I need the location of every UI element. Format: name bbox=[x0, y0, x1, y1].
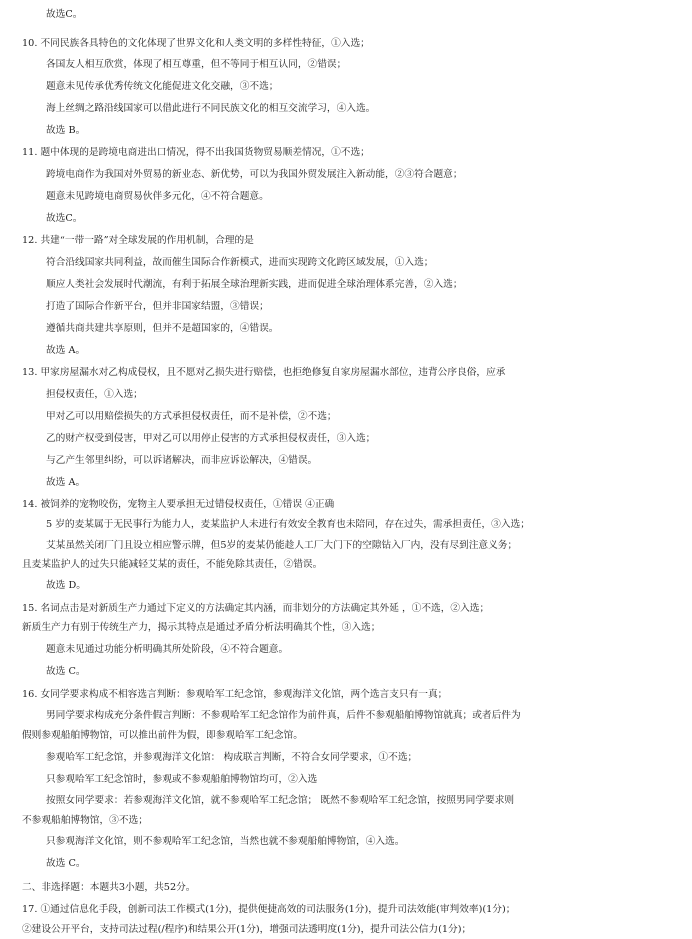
answer-line: 故选C。 bbox=[46, 213, 83, 224]
section-heading: 二、非选择题：本题共3小题，共52分。 bbox=[22, 882, 196, 893]
text-line: 与乙产生邻里纠纷，可以诉诸解决，而非应诉讼解决，④错误。 bbox=[46, 455, 318, 466]
text-line: 假则参观船舶博物馆，可以推出前件为假，即参观哈军工纪念馆。 bbox=[22, 730, 303, 741]
text-line: 艾某虽然关闭厂门且设立相应警示牌，但5岁的麦某仍能趁人工厂大门下的空隙钻入厂内，没有尽到注意义务； bbox=[46, 540, 518, 551]
answer-line: 故选 C。 bbox=[46, 666, 86, 677]
text-line: 遵循共商共建共享原则，但并不是超国家的，④错误。 bbox=[46, 323, 279, 334]
text-line: 且麦某监护人的过失只能减轻艾某的责任，不能免除其责任，②错误。 bbox=[22, 559, 323, 570]
text-line: 题意未见跨境电商贸易伙伴多元化，④不符合题意。 bbox=[46, 191, 269, 202]
text-line: 参观哈军工纪念馆，并参观海洋文化馆： 构成联言判断，不符合女同学要求，①不选； bbox=[46, 752, 418, 763]
question-12-line: 12. 共建“一带一路”对全球发展的作用机制，合理的是 bbox=[22, 235, 254, 246]
text-line: 不参观船舶博物馆，③不选； bbox=[22, 815, 148, 826]
text-line: 打造了国际合作新平台，但并非国家结盟，③错误； bbox=[46, 301, 269, 312]
question-14-line: 14. 被饲养的宠物咬伤，宠物主人要承担无过错侵权责任，①错误 ④正确 bbox=[22, 499, 335, 510]
text-line: 新质生产力有别于传统生产力，揭示其特点是通过矛盾分析法明确其个性，③入选； bbox=[22, 622, 381, 633]
text-line: 5 岁的麦某属于无民事行为能力人，麦某监护人未进行有效安全教育也未陪同，存在过失，需承担责任，③入选； bbox=[46, 519, 530, 530]
text-line: 只参观海洋文化馆，则不参观哈军工纪念馆，当然也就不参观船舶博物馆，④入选。 bbox=[46, 836, 405, 847]
question-13-line: 13. 甲家房屋漏水对乙构成侵权，且不愿对乙损失进行赔偿，也拒绝修复自家房屋漏水部位，违背公序良俗，应承 bbox=[22, 367, 506, 378]
text-line: ②建设公开平台，支持司法过程(/程序)和结果公开(1分)，增强司法透明度(1分)，提升司法公信力(1分)； bbox=[22, 924, 472, 935]
text-line: 顺应人类社会发展时代潮流，有利于拓展全球治理新实践，进而促进全球治理体系完善，②入选； bbox=[46, 279, 463, 290]
text-line: 甲对乙可以用赔偿损失的方式承担侵权责任，而不是补偿，②不选； bbox=[46, 411, 337, 422]
question-11-line: 11. 题中体现的是跨境电商进出口情况，得不出我国货物贸易顺差情况，①不选； bbox=[22, 147, 370, 158]
answer-line: 故选 C。 bbox=[46, 858, 86, 869]
question-15-line: 15. 名词点击是对新质生产力通过下定义的方法确定其内涵，而非划分的方法确定其外延 ，①不选，②入选； bbox=[22, 603, 490, 614]
text-line: 符合沿线国家共同利益，故而催生国际合作新模式，进而实现跨文化跨区域发展，①入选； bbox=[46, 257, 434, 268]
text-line: 乙的财产权受到侵害，甲对乙可以用停止侵害的方式承担侵权责任，③入选； bbox=[46, 433, 376, 444]
text-line: 题意未见通过功能分析明确其所处阶段，④不符合题意。 bbox=[46, 644, 289, 655]
text-line: 跨境电商作为我国对外贸易的新业态、新优势，可以为我国外贸发展注入新动能，②③符合题意； bbox=[46, 169, 463, 180]
question-17-line: 17. ①通过信息化手段，创新司法工作模式(1分)，提供便捷高效的司法服务(1分)，提升司法效能(审判效率)(1分)； bbox=[22, 904, 516, 915]
question-10-line: 10. 不同民族各具特色的文化体现了世界文化和人类文明的多样性特征，①入选； bbox=[22, 38, 370, 49]
text-line: 担侵权责任，①入选； bbox=[46, 389, 143, 400]
answer-line: 故选 A。 bbox=[46, 345, 86, 356]
text-line: 男同学要求构成充分条件假言判断：不参观哈军工纪念馆作为前件真，后件不参观船舶博物馆就真；或者后件为 bbox=[46, 710, 521, 721]
answer-line: 故选 D。 bbox=[46, 580, 86, 591]
text-line: 按照女同学要求：若参观海洋文化馆，就不参观哈军工纪念馆； 既然不参观哈军工纪念馆，按照男同学要求则 bbox=[46, 795, 515, 806]
text-line: 只参观哈军工纪念馆时，参观或不参观船舶博物馆均可，②入选 bbox=[46, 774, 318, 785]
text-line: 故选C。 bbox=[46, 9, 83, 20]
text-line: 题意未见传承优秀传统文化能促进文化交融，③不选； bbox=[46, 81, 279, 92]
answer-line: 故选 B。 bbox=[46, 125, 86, 136]
answer-line: 故选 A。 bbox=[46, 477, 86, 488]
text-line: 各国友人相互欣赏，体现了相互尊重，但不等同于相互认同，②错误； bbox=[46, 59, 347, 70]
question-16-line: 16. 女同学要求构成不相容选言判断：参观哈军工纪念馆，参观海洋文化馆，两个选言支只有一真； bbox=[22, 689, 448, 700]
text-line: 海上丝绸之路沿线国家可以借此进行不同民族文化的相互交流学习，④入选。 bbox=[46, 103, 376, 114]
